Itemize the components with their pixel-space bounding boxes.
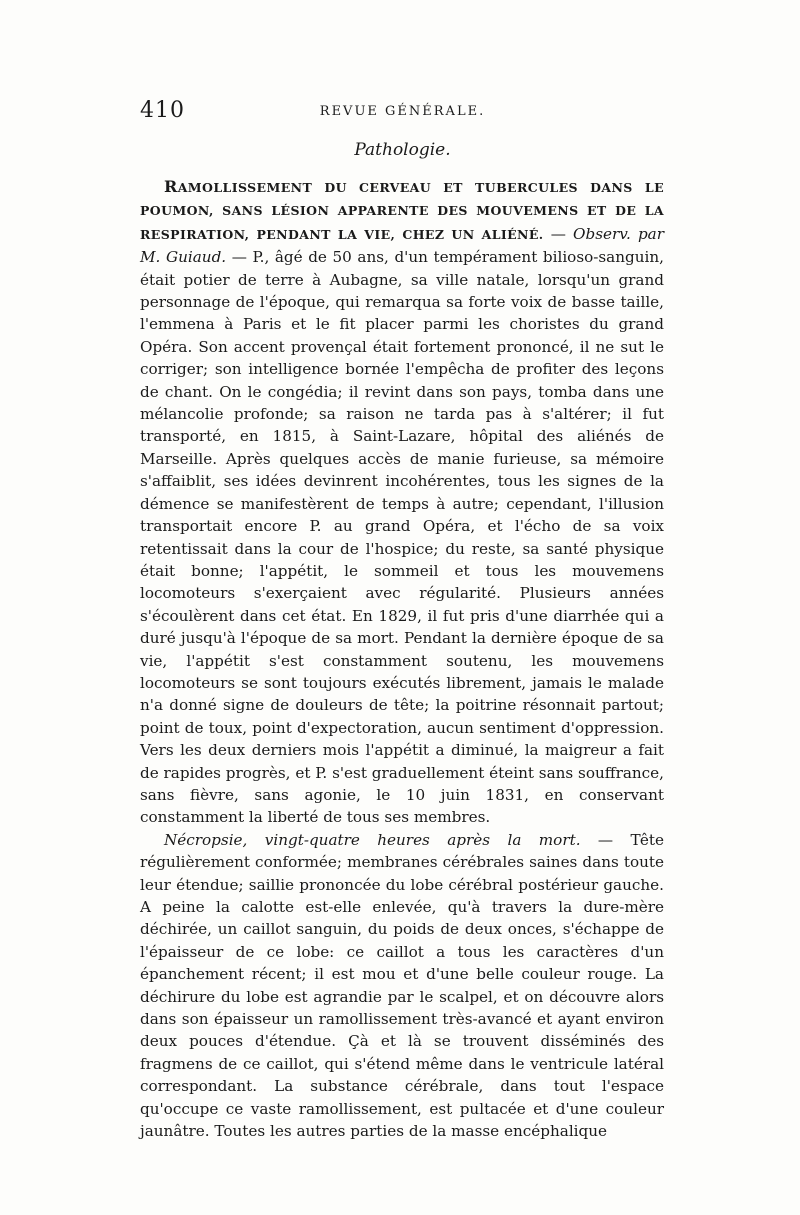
- page-header: [140, 98, 665, 132]
- section-title: Pathologie.: [354, 140, 451, 160]
- article-title-initial: R: [164, 177, 178, 196]
- paragraph-2: [140, 829, 664, 1143]
- paragraph-1: [140, 176, 664, 829]
- title-dash: —: [543, 224, 574, 243]
- paragraph-2-text: — Tête régulièrement conformée; membranes cérébrales saines dans toute leur étendue; saillie prononcée du lobe cérébral postérieur gauche. A peine la calotte est-elle enlevée, qu'à travers la dure-mère déchirée, un caillot sanguin, du poids de deux onces, s'échappe de l'épaisseur de ce lobe: ce caillot a tous les caractères d'un épanchement récent; il est mou et d'une belle couleur rouge. La déchirure du lobe est agrandie par le scalpel, et on découvre alors dans son épaisseur un ramollissement très-avancé et ayant environ deux pouces d'étendue. Çà et là se trouvent disséminés des fragmens de ce caillot, qui s'étend même dans le ventricule latéral correspondant. La substance cérébrale, dans tout l'espace qu'occupe ce vaste ramollissement, est pultacée et d'une couleur jaunâtre. Toutes les autres parties de la masse encéphalique: [140, 830, 664, 1141]
- article-body: [140, 176, 664, 1142]
- necropsy-label: Nécropsie, vingt-quatre heures après la mort.: [164, 830, 581, 849]
- paragraph-1-text: — P., âgé de 50 ans, d'un tempérament bilioso-sanguin, était potier de terre à Aubagne, sa ville natale, lorsqu'un grand personnage de l'époque, qui remarqua sa forte voix de basse taille, l'emmena à Paris et le fit placer parmi les choristes du grand Opéra. Son accent provençal était fortement prononcé, il ne sut le corriger; son intelligence bornée l'empêcha de profiter des leçons de chant. On le congédia; il revint dans son pays, tomba dans une mélancolie profonde; sa raison ne tarda pas à s'altérer; il fut transporté, en 1815, à Saint-Lazare, hôpital des aliénés de Marseille. Après quelques accès de manie furieuse, sa mémoire s'affaiblit, ses idées devinrent incohérentes, tous les signes de la démence se manifestèrent de temps à autre; cependant, l'illusion transportait encore P. au grand Opéra, et l'écho de sa voix retentissait dans la cour de l'hospice; du reste, sa santé physique était bonne; l'appétit, le sommeil et tous les mouvemens locomoteurs s'exerçaient avec régularité. Plusieurs années s'écoulèrent dans cet état. En 1829, il fut pris d'une diarrhée qui a duré jusqu'à l'époque de sa mort. Pendant la dernière époque de sa vie, l'appétit s'est constamment soutenu, les mouvemens locomoteurs se sont toujours exécutés librement, jamais le malade n'a donné signe de douleurs de tête; la poitrine résonnait partout; point de toux, point d'expectoration, aucun sentiment d'oppression. Vers les deux derniers mois l'appétit a diminué, la maigreur a fait de rapides progrès, et P. s'est graduellement éteint sans souffrance, sans fièvre, sans agonie, le 10 juin 1831, en conservant constamment la liberté de tous ses membres.: [140, 248, 664, 827]
- observation-author: Observ. par M. Guiaud.: [140, 224, 664, 267]
- running-head: REVUE GÉNÉRALE.: [319, 104, 486, 119]
- article-title-text: AMOLLISSEMENT DU CERVEAU ET TUBERCULES DANS LE POUMON, SANS LÉSION APPARENTE DES MOUVEMENS ET DE LA RESPIRATION, PENDANT LA VIE, CHEZ UN ALIÉNÉ.: [140, 180, 664, 242]
- page-number: 410: [140, 98, 185, 123]
